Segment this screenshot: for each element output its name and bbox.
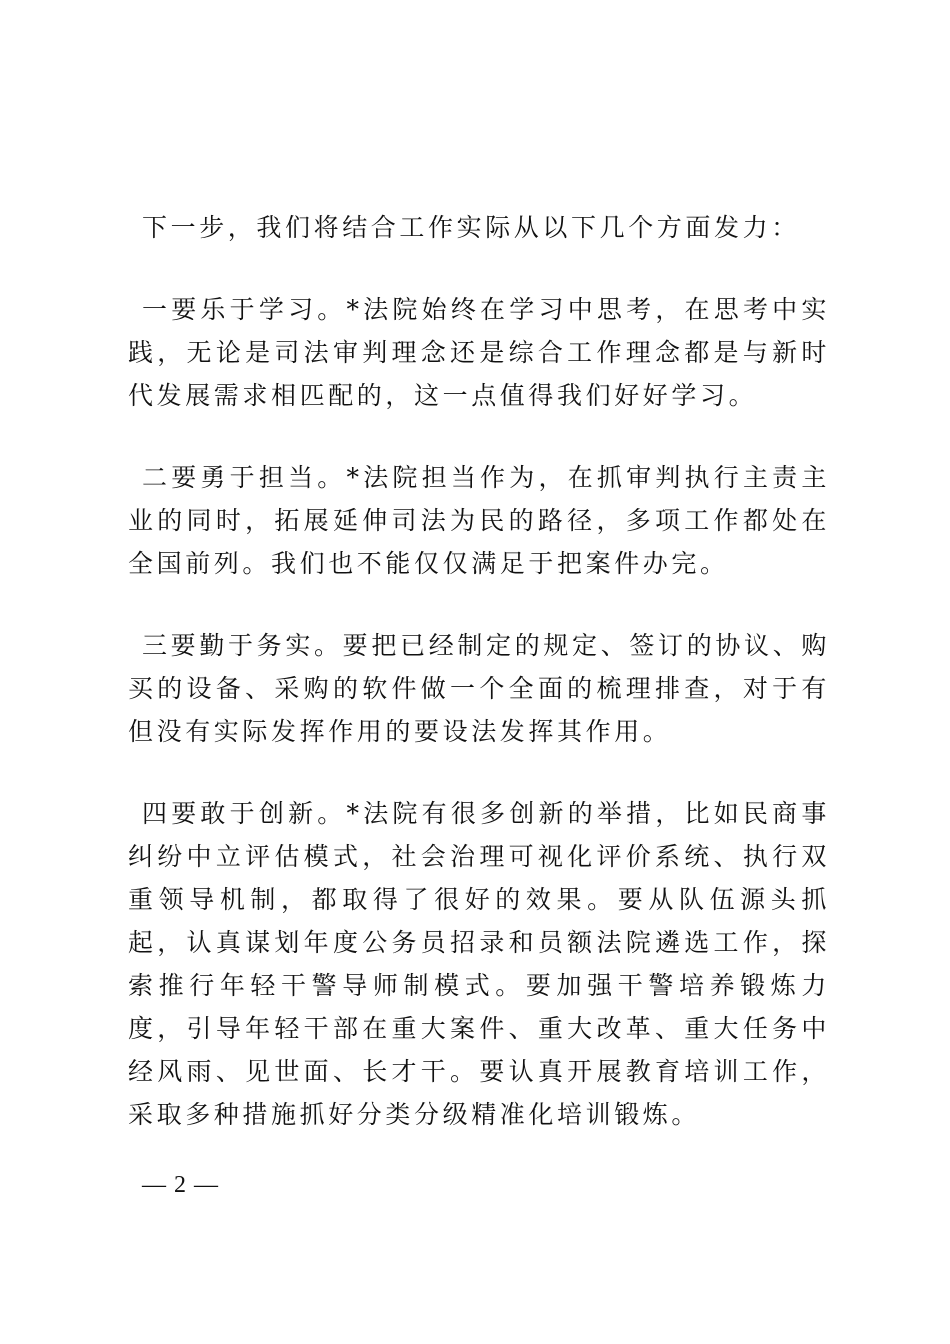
page-number: — 2 —	[142, 1172, 219, 1198]
paragraph-learning: 一要乐于学习。*法院始终在学习中思考，在思考中实践，无论是司法审判理念还是综合工作理念都是与新时代发展需求相匹配的，这一点值得我们好好学习。	[128, 295, 830, 410]
paragraph-innovation: 四要敢于创新。*法院有很多创新的举措，比如民商事纠纷中立评估模式，社会治理可视化评价系统、执行双重领导机制，都取得了很好的效果。要从队伍源头抓起，认真谋划年度公务员招录和员额法院遴选工作，探索推行年轻干警导师制模式。要加强干警培养锻炼力度，引导年轻干部在重大案件、重大改革、重大任务中经风雨、见世面、长才干。要认真开展教育培训工作，采取多种措施抓好分类分级精准化培训锻炼。	[128, 799, 830, 1129]
paragraph-intro: 下一步，我们将结合工作实际从以下几个方面发力：	[142, 213, 800, 242]
paragraph-pragmatism: 三要勤于务实。要把已经制定的规定、签订的协议、购买的设备、采购的软件做一个全面的梳理排查，对于有但没有实际发挥作用的要设法发挥其作用。	[128, 631, 830, 746]
paragraph-responsibility: 二要勇于担当。*法院担当作为，在抓审判执行主责主业的同时，拓展延伸司法为民的路径，多项工作都处在全国前列。我们也不能仅仅满足于把案件办完。	[128, 463, 830, 578]
